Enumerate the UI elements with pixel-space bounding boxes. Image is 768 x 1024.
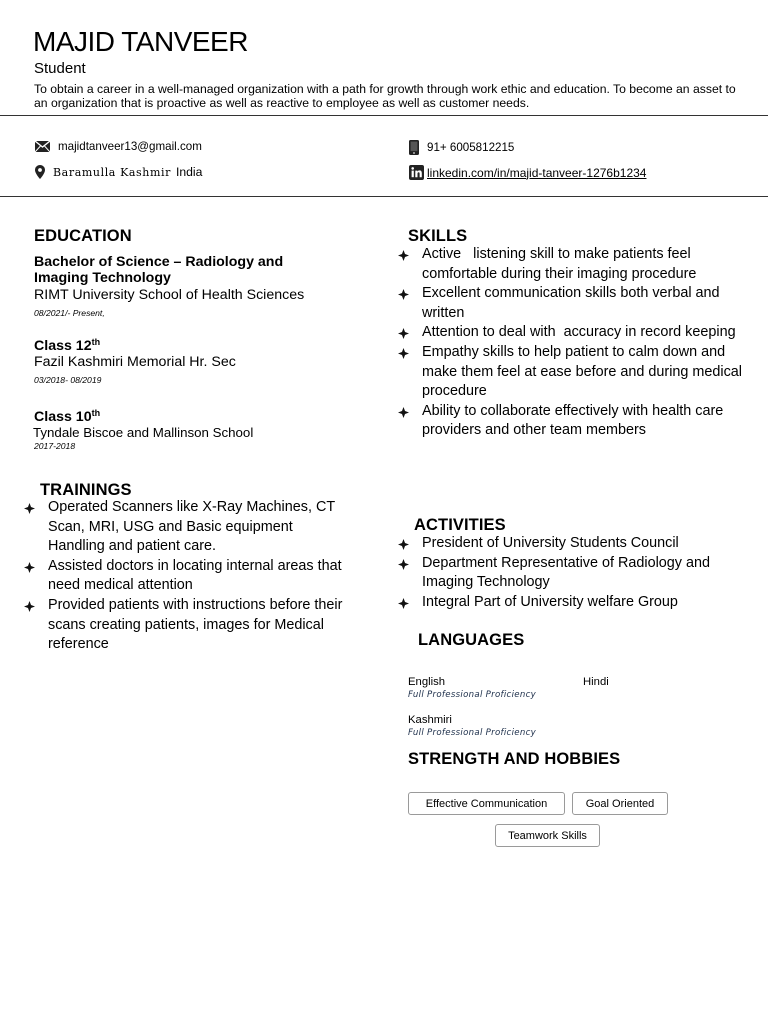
- trainings-heading: TRAININGS: [40, 481, 132, 499]
- education-heading: EDUCATION: [34, 227, 132, 245]
- career-objective: To obtain a career in a well-managed organization with a path for growth through work ethic and education. To become an asset to an organization that is proactive as well as reactive to employee as well as customer needs.: [34, 82, 736, 110]
- list-item: Department Representative of Radiology and Imaging Technology: [398, 554, 748, 593]
- degree-date: 08/2021/- Present,: [34, 308, 105, 318]
- language-english: English: [408, 676, 446, 688]
- list-item: Excellent communication skills both verbal and written: [398, 284, 748, 323]
- class12-title: Class 12th: [34, 337, 101, 354]
- phone-text: 91+ 6005812215: [427, 141, 515, 154]
- list-item: Integral Part of University welfare Group: [398, 593, 748, 613]
- location-pin-icon: [35, 165, 45, 179]
- diamond-bullet-icon: [24, 562, 35, 573]
- candidate-role: Student: [34, 60, 86, 77]
- contact-linkedin[interactable]: [409, 165, 646, 180]
- strengths-heading: STRENGTH AND HOBBIES: [408, 750, 621, 768]
- language-english-level: Full Professional Proficiency: [408, 690, 537, 700]
- skills-heading: SKILLS: [408, 227, 468, 245]
- contact-divider: [0, 196, 768, 197]
- skills-list: [398, 245, 748, 441]
- location-city: Baramulla Kashmir: [53, 165, 171, 179]
- diamond-bullet-icon: [398, 539, 409, 550]
- diamond-bullet-icon: [398, 598, 409, 609]
- strength-chip: Teamwork Skills: [495, 824, 600, 847]
- envelope-icon: [35, 141, 50, 152]
- contact-phone[interactable]: [409, 140, 514, 155]
- list-item: President of University Students Council: [398, 534, 748, 554]
- list-item: Attention to deal with accuracy in record keeping: [398, 323, 748, 343]
- linkedin-link[interactable]: linkedin.com/in/majid-tanveer-1276b1234: [427, 165, 647, 180]
- degree-school: RIMT University School of Health Sciences: [34, 287, 305, 303]
- class10-title: Class 10th: [34, 408, 101, 425]
- location-country: India: [175, 165, 203, 179]
- activities-list: [398, 534, 748, 612]
- language-kashmiri-level: Full Professional Proficiency: [408, 728, 537, 738]
- list-item: Active listening skill to make patients feel comfortable during their imaging procedure: [398, 245, 748, 284]
- trainings-list: [24, 498, 344, 655]
- diamond-bullet-icon: [398, 407, 409, 418]
- diamond-bullet-icon: [398, 250, 409, 261]
- diamond-bullet-icon: [398, 289, 409, 300]
- diamond-bullet-icon: [398, 559, 409, 570]
- list-item: Provided patients with instructions before their scans creating patients, images for Medical reference: [24, 596, 344, 655]
- degree-title: Bachelor of Science – Radiology and Imaging Technology: [34, 254, 284, 286]
- phone-icon: [409, 140, 419, 155]
- strength-chip: Effective Communication: [408, 792, 565, 815]
- language-hindi: Hindi: [583, 676, 609, 688]
- list-item: Assisted doctors in locating internal areas that need medical attention: [24, 557, 344, 596]
- strength-chip: Goal Oriented: [572, 792, 668, 815]
- class10-date: 2017-2018: [34, 441, 76, 451]
- list-item: Operated Scanners like X-Ray Machines, CT Scan, MRI, USG and Basic equipment Handling and patient care.: [24, 498, 344, 557]
- class10-school: Tyndale Biscoe and Mallinson School: [33, 425, 254, 440]
- diamond-bullet-icon: [398, 328, 409, 339]
- email-text: majidtanveer13@gmail.com: [58, 140, 202, 153]
- diamond-bullet-icon: [24, 601, 35, 612]
- list-item: Ability to collaborate effectively with health care providers and other team members: [398, 402, 748, 441]
- class12-school: Fazil Kashmiri Memorial Hr. Sec: [34, 354, 236, 370]
- activities-heading: ACTIVITIES: [414, 516, 506, 534]
- diamond-bullet-icon: [398, 348, 409, 359]
- class12-date: 03/2018- 08/2019: [34, 375, 102, 385]
- candidate-name: MAJID TANVEER: [33, 26, 248, 57]
- languages-heading: LANGUAGES: [418, 631, 525, 649]
- contact-email[interactable]: [35, 140, 202, 153]
- diamond-bullet-icon: [24, 503, 35, 514]
- linkedin-icon: [409, 165, 424, 180]
- list-item: Empathy skills to help patient to calm down and make them feel at ease before and during medical procedure: [398, 343, 748, 402]
- header-divider: [0, 115, 768, 116]
- contact-location: [35, 165, 202, 179]
- language-kashmiri: Kashmiri: [408, 714, 452, 726]
